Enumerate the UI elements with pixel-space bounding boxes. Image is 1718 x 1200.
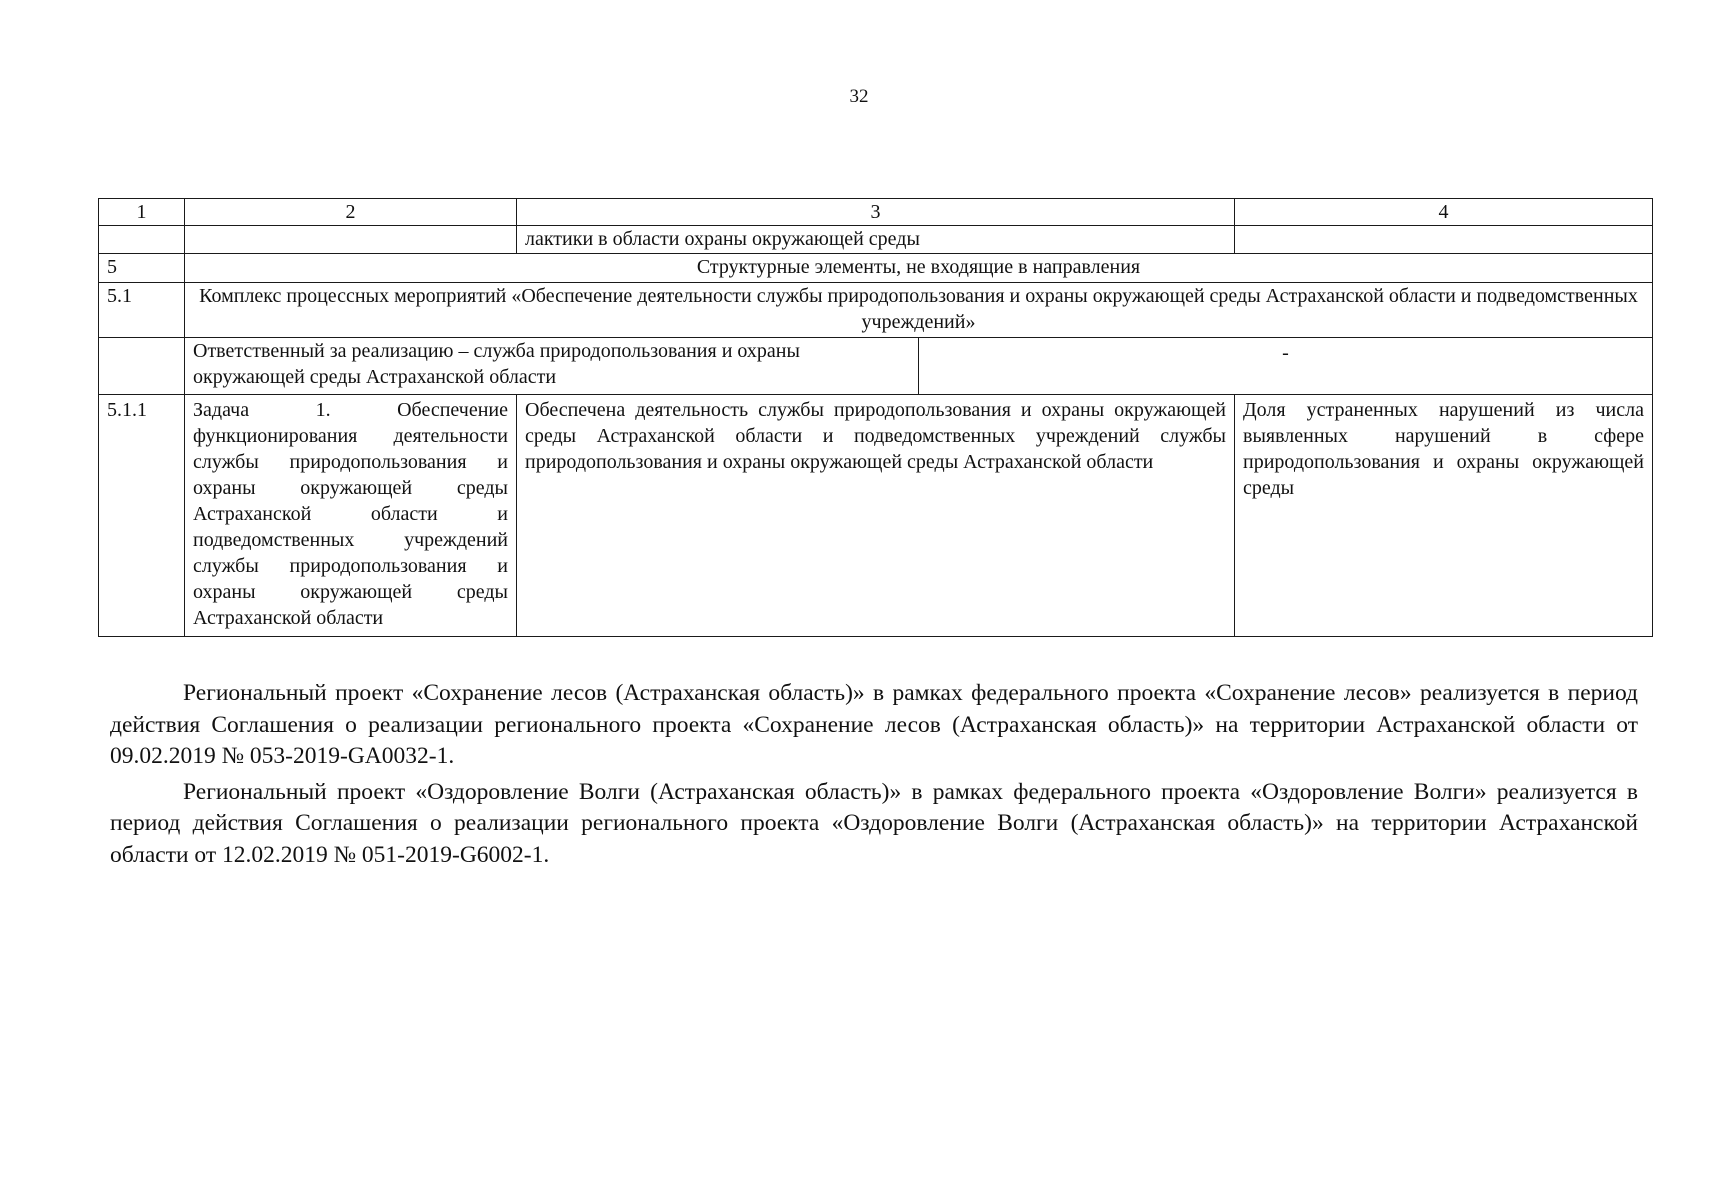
header-col-4: 4 (1235, 199, 1653, 226)
section-row (99, 254, 1653, 283)
continuation-text: лактики в области охраны окружающей среды (517, 226, 1235, 254)
header-col-3: 3 (517, 199, 1235, 226)
responsible-row (99, 338, 1653, 395)
paragraph-volga-project: Региональный проект «Оздоровление Волги (Астраханская область)» в рамках федерального проекта «Оздоровление Волги» реализуется в период действия Соглашения о реализации регионального проекта «Оздоровление Волги (Астраханская область)» на территории Астраханской области от 12.02.2019 № 051-2019-G6002-1. (110, 778, 1638, 868)
body-text (110, 678, 1638, 875)
task-indicator: Доля устраненных нарушений из числа выявленных нарушений в сфере природопользования и охраны окружающей среды (1235, 395, 1653, 637)
measures-table (98, 198, 1653, 637)
continuation-row (99, 226, 1653, 254)
table-cell-empty (1235, 226, 1653, 254)
responsible-period: - (919, 338, 1653, 395)
table-cell-empty (99, 226, 185, 254)
paragraph-forests-project: Региональный проект «Сохранение лесов (Астраханская область)» в рамках федерального проекта «Сохранение лесов» реализуется в период действия Соглашения о реализации регионального проекта «Сохранение лесов (Астраханская область)» на территории Астраханской области от 09.02.2019 № 053-2019-GA0032-1. (110, 680, 1638, 769)
responsible-text: Ответственный за реализацию – служба природопользования и охраны окружающей среды Астраханской области (185, 338, 919, 395)
header-col-2: 2 (185, 199, 517, 226)
section-number: 5 (99, 254, 185, 283)
complex-number: 5.1 (99, 283, 185, 338)
task-text: Задача 1. Обеспечение функционирования деятельности службы природопользования и охраны окружающей среды Астраханской области и подведомственных учреждений службы природопользования и охраны окружающей среды Астраханской области (185, 395, 517, 637)
complex-row (99, 283, 1653, 338)
page-number: 32 (849, 86, 869, 107)
section-title: Структурные элементы, не входящие в направления (185, 254, 1653, 283)
table-cell-empty (99, 338, 185, 395)
task-number: 5.1.1 (99, 395, 185, 637)
table-header-row (99, 199, 1653, 226)
task-row (99, 395, 1653, 637)
table-cell-empty (185, 226, 517, 254)
complex-title: Комплекс процессных мероприятий «Обеспечение деятельности службы природопользования и охраны окружающей среды Астраханской области и подведомственных учреждений» (185, 283, 1653, 338)
task-effect: Обеспечена деятельность службы природопользования и охраны окружающей среды Астраханской области и подведомственных учреждений службы природопользования и охраны окружающей среды Астраханской области (517, 395, 1235, 637)
header-col-1: 1 (99, 199, 185, 226)
